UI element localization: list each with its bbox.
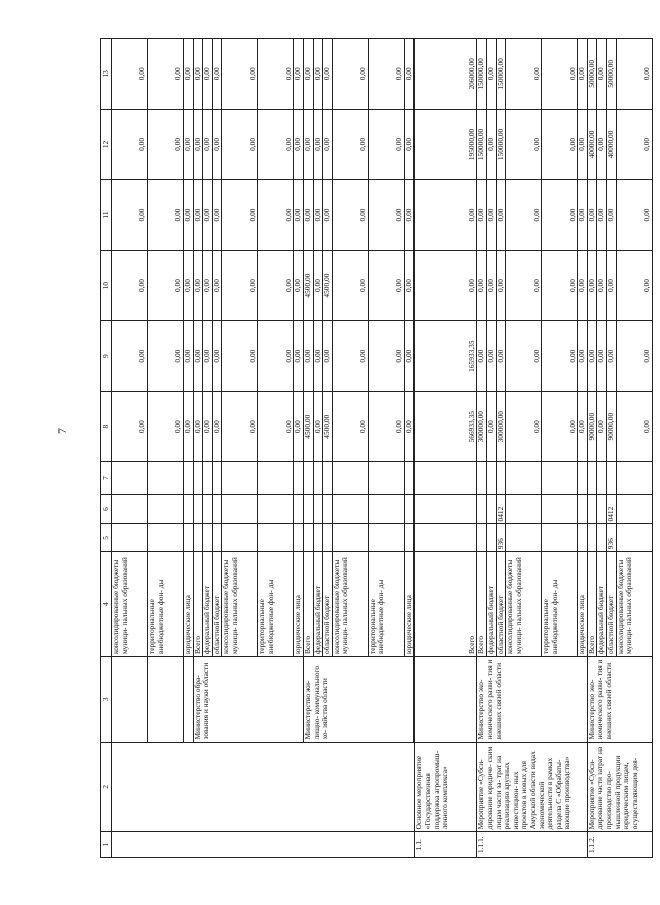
value-cell: 0,00: [332, 391, 368, 462]
source-cell: федеральный бюджет: [597, 552, 607, 657]
value-cell: 0,00: [222, 250, 258, 321]
value-cell: 0,00: [303, 39, 313, 110]
value-cell: 0,00: [542, 109, 578, 180]
value-cell: 0,00: [258, 250, 294, 321]
value-cell: 0,00: [597, 109, 607, 180]
grbs-code: 936: [496, 524, 506, 552]
value-cell: 0,00: [212, 109, 222, 180]
source-cell: областной бюджет: [323, 552, 333, 657]
value-cell: 0,00: [404, 180, 414, 251]
source-cell: Всего: [415, 552, 477, 657]
value-cell: 0,00: [332, 180, 368, 251]
value-cell: 0,00: [323, 321, 333, 392]
value-cell: 0,00: [404, 39, 414, 110]
value-cell: 40000,00: [606, 109, 616, 180]
value-cell: 0,00: [112, 391, 148, 462]
value-cell: 0,00: [148, 109, 184, 180]
value-cell: 0,00: [368, 321, 404, 392]
value-cell: 0,00: [313, 180, 323, 251]
value-cell: 0,00: [616, 39, 652, 110]
value-cell: 0,00: [578, 250, 588, 321]
activity-name: Мероприятие «Субси- дирование юридиче- ским лицам части за- трат на реализацию крупных инвестицион- ных проектов в новых для Амурской области видах экономической деятельности в рамках раздела С «Обрабаты- вающие производства»: [477, 742, 587, 832]
value-cell: 0,00: [506, 180, 542, 251]
value-cell: 0,00: [212, 391, 222, 462]
source-cell: Всего: [587, 552, 597, 657]
source-cell: консолидированные бюджеты муници- пальных образований: [616, 552, 652, 657]
value-cell: 0,00: [496, 180, 506, 251]
executor-cell: Министерство эко- номического разви- тия и внешних связей области: [587, 657, 652, 743]
source-cell: федеральный бюджет: [313, 552, 323, 657]
value-cell: 0,00: [294, 109, 304, 180]
header-cell: 11: [101, 180, 112, 251]
value-cell: 0,00: [616, 180, 652, 251]
value-cell: 0,00: [368, 250, 404, 321]
table-row: [477, 39, 487, 858]
value-cell: 0,00: [258, 321, 294, 392]
value-cell: 0,00: [404, 391, 414, 462]
rz-code: 0412: [496, 494, 506, 524]
value-cell: 0,00: [303, 321, 313, 392]
value-cell: 0,00: [332, 250, 368, 321]
page-number: 7: [55, 428, 69, 434]
value-cell: 0,00: [193, 321, 203, 392]
value-cell: 0,00: [578, 109, 588, 180]
value-cell: 206000,00: [415, 39, 477, 110]
rz-code: 0412: [606, 494, 616, 524]
value-cell: 165933,35: [415, 321, 477, 392]
value-cell: 0,00: [203, 180, 213, 251]
value-cell: 0,00: [294, 250, 304, 321]
value-cell: 4500,00: [323, 391, 333, 462]
budget-table: [100, 38, 653, 858]
value-cell: 150000,00: [496, 109, 506, 180]
source-cell: юридические лица: [404, 552, 414, 657]
value-cell: 0,00: [203, 109, 213, 180]
table-row: [587, 39, 597, 858]
value-cell: 0,00: [496, 250, 506, 321]
value-cell: 0,00: [323, 109, 333, 180]
value-cell: 0,00: [203, 39, 213, 110]
value-cell: 0,00: [606, 250, 616, 321]
value-cell: 0,00: [542, 391, 578, 462]
value-cell: 0,00: [148, 391, 184, 462]
source-cell: консолидированные бюджеты муници- пальных образований: [112, 552, 148, 657]
value-cell: 0,00: [313, 391, 323, 462]
executor-cell: Министерство обра- зования и науки области: [193, 657, 303, 743]
value-cell: 0,00: [477, 180, 487, 251]
value-cell: 0,00: [193, 391, 203, 462]
value-cell: 0,00: [616, 321, 652, 392]
value-cell: 4500,00: [323, 250, 333, 321]
executor-cell: Министерство жи- лищно- коммунального хо- зяйства области: [303, 657, 413, 743]
source-cell: территориальные внебюджетные фон- ды: [542, 552, 578, 657]
value-cell: 0,00: [222, 39, 258, 110]
value-cell: 0,00: [578, 180, 588, 251]
value-cell: 150000,00: [477, 109, 487, 180]
value-cell: 90000,00: [587, 391, 597, 462]
source-cell: юридические лица: [294, 552, 304, 657]
source-cell: федеральный бюджет: [203, 552, 213, 657]
value-cell: 0,00: [587, 250, 597, 321]
header-cell: 9: [101, 321, 112, 392]
source-cell: юридические лица: [184, 552, 194, 657]
value-cell: 150000,00: [496, 39, 506, 110]
activity-name: Основное мероприятие «Государственная поддержка агропромыш- ленного комплекса»: [415, 742, 477, 832]
value-cell: 0,00: [606, 321, 616, 392]
value-cell: 0,00: [496, 321, 506, 392]
value-cell: 90000,00: [606, 391, 616, 462]
value-cell: 0,00: [222, 321, 258, 392]
row-number: 1.1.2.: [587, 832, 652, 858]
value-cell: 0,00: [222, 391, 258, 462]
value-cell: 0,00: [184, 39, 194, 110]
value-cell: 0,00: [415, 180, 477, 251]
value-cell: 0,00: [616, 109, 652, 180]
cell-empty: [148, 657, 184, 743]
value-cell: 300000,00: [496, 391, 506, 462]
value-cell: 0,00: [258, 391, 294, 462]
value-cell: 0,00: [368, 39, 404, 110]
value-cell: 0,00: [193, 250, 203, 321]
value-cell: 0,00: [313, 250, 323, 321]
value-cell: 0,00: [597, 321, 607, 392]
value-cell: 0,00: [506, 321, 542, 392]
header-cell: 8: [101, 391, 112, 462]
value-cell: 0,00: [587, 321, 597, 392]
value-cell: 0,00: [477, 321, 487, 392]
value-cell: 0,00: [332, 321, 368, 392]
value-cell: 0,00: [415, 250, 477, 321]
value-cell: 0,00: [193, 39, 203, 110]
value-cell: 0,00: [486, 180, 496, 251]
grbs-code: 936: [606, 524, 616, 552]
value-cell: 0,00: [542, 321, 578, 392]
value-cell: 0,00: [303, 180, 313, 251]
value-cell: 0,00: [258, 109, 294, 180]
header-cell: 7: [101, 462, 112, 494]
header-cell: 13: [101, 39, 112, 110]
value-cell: 0,00: [486, 321, 496, 392]
value-cell: 0,00: [486, 391, 496, 462]
value-cell: 0,00: [506, 39, 542, 110]
value-cell: 0,00: [313, 321, 323, 392]
value-cell: 0,00: [404, 250, 414, 321]
value-cell: 0,00: [184, 391, 194, 462]
value-cell: 0,00: [148, 180, 184, 251]
table-row: [148, 39, 184, 858]
table-row: [193, 39, 203, 858]
value-cell: 0,00: [184, 180, 194, 251]
value-cell: 0,00: [303, 109, 313, 180]
row-number: 1.1.1.: [477, 832, 587, 858]
source-cell: Всего: [193, 552, 203, 657]
source-cell: территориальные внебюджетные фон- ды: [148, 552, 184, 657]
value-cell: 0,00: [506, 250, 542, 321]
value-cell: 0,00: [313, 109, 323, 180]
header-cell: 12: [101, 109, 112, 180]
value-cell: 0,00: [486, 39, 496, 110]
value-cell: 40000,00: [587, 109, 597, 180]
value-cell: 0,00: [542, 39, 578, 110]
source-cell: областной бюджет: [496, 552, 506, 657]
value-cell: 0,00: [616, 250, 652, 321]
value-cell: 0,00: [368, 180, 404, 251]
budget-table-sheet: [100, 38, 660, 858]
activity-name: Мероприятие «Субси- дирование части затрат на производство про- мышленной продукции юридическим лицам, осуществляющим дея-: [587, 742, 652, 832]
value-cell: 0,00: [112, 39, 148, 110]
value-cell: 0,00: [368, 391, 404, 462]
source-cell: юридические лица: [578, 552, 588, 657]
source-cell: территориальные внебюджетные фон- ды: [368, 552, 404, 657]
source-cell: территориальные внебюджетные фон- ды: [258, 552, 294, 657]
value-cell: 0,00: [323, 39, 333, 110]
value-cell: 0,00: [597, 250, 607, 321]
header-cell: 1: [101, 832, 112, 858]
value-cell: 50000,00: [606, 39, 616, 110]
value-cell: 0,00: [597, 39, 607, 110]
value-cell: 566933,35: [415, 391, 477, 462]
cell-empty: [112, 657, 148, 743]
value-cell: 0,00: [578, 321, 588, 392]
value-cell: 0,00: [506, 391, 542, 462]
value-cell: 0,00: [184, 250, 194, 321]
value-cell: 4500,00: [303, 391, 313, 462]
table-row: [184, 39, 194, 858]
value-cell: 0,00: [486, 250, 496, 321]
value-cell: 0,00: [294, 391, 304, 462]
value-cell: 0,00: [597, 180, 607, 251]
value-cell: 0,00: [193, 180, 203, 251]
value-cell: 150000,00: [477, 39, 487, 110]
cell-empty: [112, 832, 415, 858]
value-cell: 0,00: [313, 39, 323, 110]
value-cell: 0,00: [148, 39, 184, 110]
value-cell: 0,00: [542, 180, 578, 251]
executor-cell: Министерство эко- номического разви- тия и внешних связей области: [477, 657, 587, 743]
value-cell: 0,00: [597, 391, 607, 462]
value-cell: 0,00: [212, 321, 222, 392]
value-cell: 0,00: [112, 180, 148, 251]
value-cell: 0,00: [332, 109, 368, 180]
value-cell: 0,00: [486, 109, 496, 180]
value-cell: 0,00: [212, 39, 222, 110]
source-cell: консолидированные бюджеты муници- пальных образований: [222, 552, 258, 657]
source-cell: областной бюджет: [212, 552, 222, 657]
value-cell: 0,00: [222, 109, 258, 180]
source-cell: консолидированные бюджеты муници- пальных образований: [506, 552, 542, 657]
header-cell: 10: [101, 250, 112, 321]
table-row: [303, 39, 313, 858]
value-cell: 0,00: [404, 109, 414, 180]
value-cell: 0,00: [332, 39, 368, 110]
source-cell: Всего: [303, 552, 313, 657]
value-cell: 300000,00: [477, 391, 487, 462]
value-cell: 0,00: [193, 109, 203, 180]
header-cell: 4: [101, 552, 112, 657]
value-cell: 0,00: [203, 321, 213, 392]
source-cell: Всего: [477, 552, 487, 657]
value-cell: 0,00: [112, 109, 148, 180]
table-row: [112, 39, 148, 858]
value-cell: 0,00: [184, 109, 194, 180]
header-cell: 3: [101, 657, 112, 743]
header-cell: 6: [101, 494, 112, 524]
source-cell: федеральный бюджет: [486, 552, 496, 657]
header-cell: 2: [101, 742, 112, 832]
value-cell: 0,00: [323, 180, 333, 251]
table-row: [415, 39, 477, 858]
value-cell: 0,00: [578, 39, 588, 110]
value-cell: 0,00: [294, 39, 304, 110]
value-cell: 0,00: [112, 250, 148, 321]
value-cell: 0,00: [477, 250, 487, 321]
value-cell: 0,00: [542, 250, 578, 321]
value-cell: 0,00: [587, 180, 597, 251]
value-cell: 0,00: [616, 391, 652, 462]
value-cell: 0,00: [404, 321, 414, 392]
value-cell: 0,00: [203, 391, 213, 462]
value-cell: 0,00: [258, 39, 294, 110]
value-cell: 0,00: [506, 109, 542, 180]
value-cell: 0,00: [184, 321, 194, 392]
value-cell: 195000,00: [415, 109, 477, 180]
value-cell: 50000,00: [587, 39, 597, 110]
value-cell: 0,00: [368, 109, 404, 180]
source-cell: консолидированные бюджеты муници- пальных образований: [332, 552, 368, 657]
value-cell: 0,00: [148, 250, 184, 321]
cell-empty: [184, 657, 194, 743]
value-cell: 0,00: [212, 250, 222, 321]
value-cell: 0,00: [203, 250, 213, 321]
cell-empty: [415, 657, 477, 743]
source-cell: областной бюджет: [606, 552, 616, 657]
value-cell: 0,00: [606, 180, 616, 251]
value-cell: 0,00: [294, 180, 304, 251]
value-cell: 0,00: [294, 321, 304, 392]
value-cell: 0,00: [258, 180, 294, 251]
header-row: [101, 39, 112, 858]
cell-empty: [112, 742, 415, 832]
row-number: 1.1.: [415, 832, 477, 858]
value-cell: 0,00: [222, 180, 258, 251]
value-cell: 0,00: [212, 180, 222, 251]
value-cell: 0,00: [148, 321, 184, 392]
header-cell: 5: [101, 524, 112, 552]
value-cell: 0,00: [112, 321, 148, 392]
value-cell: 4500,00: [303, 250, 313, 321]
value-cell: 0,00: [578, 391, 588, 462]
